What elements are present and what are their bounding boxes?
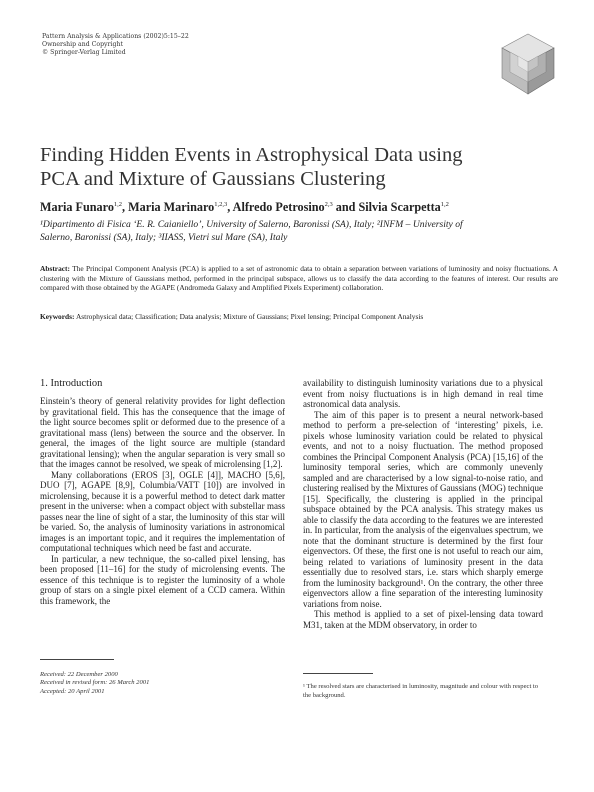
author-name: Silvia Scarpetta	[358, 200, 441, 214]
title-line-2: PCA and Mixture of Gaussians Clustering	[40, 168, 386, 190]
author-name: Alfredo Petrosino	[232, 200, 325, 214]
submission-dates	[40, 671, 149, 696]
affiliation-line-1: ¹Dipartimento di Fisica ‘E. R. Caianiello’, University of Salerno, Baronissi (SA), Italy; ²INFM – University of	[40, 219, 463, 230]
keywords-label: Keywords:	[40, 312, 75, 321]
left-column	[40, 396, 285, 606]
author-name: Maria Marinaro	[128, 200, 215, 214]
keywords-text: Astrophysical data; Classification; Data analysis; Mixture of Gaussians; Pixel lensing; Principal Component Analysis	[75, 312, 424, 321]
footnote: ¹ The resolved stars are characterised in luminosity, magnitude and colour with respect to the background.	[303, 683, 539, 699]
body-paragraph: Many collaborations (EROS [3], OGLE [4]], MACHO [5,6], DUO [7], AGAPE [8,9], Columbia/VATT [10]) are involved in microlensing, because it is a powerful method to detect dark matter present in the universe: when a compact object with substellar mass passes near the line of sight of a star, the luminosity of this star will be varied. So, the analysis of luminosity variations in astronomical images is an important topic, and it requires the implementation of computational techniques which need be fast and accurate.	[40, 469, 285, 553]
abstract-label: Abstract:	[40, 264, 70, 273]
received-date: Received: 22 December 2000	[40, 671, 118, 678]
author-separator: and	[332, 200, 359, 214]
accepted-date: Accepted: 20 April 2001	[40, 687, 105, 695]
revised-date: Received in revised form: 26 March 2001	[40, 679, 150, 687]
author-affiliation-mark: 1,2	[113, 200, 123, 208]
body-paragraph: availability to distinguish luminosity variations due to a physical event from noisy fluctuations is in high demand in real time astronomical data analysis.	[303, 378, 543, 409]
abstract	[40, 264, 558, 293]
journal-citation: Pattern Analysis & Applications (2002)5:15–22	[42, 33, 189, 40]
author-separator: ,	[227, 200, 233, 214]
author-separator: ,	[122, 200, 129, 214]
author-affiliation-mark: 1,2	[440, 200, 449, 208]
affiliation-line-2: Salerno, Baronissi (SA), Italy; ³IIASS, Vietri sul Mare (SA), Italy	[40, 232, 288, 243]
footnote-divider	[303, 673, 373, 674]
body-paragraph: In particular, a new technique, the so-called pixel lensing, has been proposed [11–16] for the study of microlensing events. The essence of this technique is to register the luminosity of a whole group of stars on a single pixel element of a CCD camera. Within this framework, the	[40, 553, 285, 606]
divider	[40, 659, 114, 660]
springer-cube-logo	[496, 28, 560, 100]
section-heading: 1. Introduction	[40, 378, 103, 389]
abstract-text: The Principal Component Analysis (PCA) is applied to a set of astronomic data to obtain a separation between variations of luminosity and noisy fluctuations. A clustering with the Mixture of Gaussians method, performed in the principal subspace, allows us to classify the data according to the features of interest. Our results are compared with those obtained by the AGAPE (Andromeda Galaxy and Amplified Pixels Experiment) collaboration.	[40, 264, 559, 293]
journal-header	[42, 33, 189, 57]
title-line-1: Finding Hidden Events in Astrophysical Data using	[40, 144, 463, 166]
author-list	[40, 200, 449, 215]
body-paragraph: The aim of this paper is to present a neural network-based method to perform a pre-selection of ‘interesting’ pixels, i.e. pixels whose luminosity variation could be related to physical events, and not to a noisy fluctuation. The method proposed combines the Principal Component Analysis (PCA) [15,16] of the luminosity temporal series, which are commonly unevenly sampled and are characterised by a low signal-to-noise ratio, and clustering realised by the Mixtures of Gaussians (MOG) technique [15]. Specifically, the clustering is applied in the principal subspace obtained by the PCA analysis. This strategy makes us able to classify the data according to the features we are interested in. In particular, from the analysis of the eigenvalues spectrum, we note that the dominant structure is determined by the first four eigenvectors. Of these, the first one is not useful to reach our aim, being related to variations of luminosity present in the data essentially due to resolved stars, i.e. stars which sharply emerge from the luminosity background¹. On the contrary, the other three eigenvectors allow a fine separation of the interesting luminosity variations from noise.	[303, 409, 543, 609]
body-paragraph: This method is applied to a set of pixel-lensing data toward M31, taken at the MDM observatory, in order to	[303, 609, 543, 630]
author-name: Maria Funaro	[40, 200, 114, 214]
keywords	[40, 312, 558, 322]
copyright-line: © Springer-Verlag Limited	[42, 49, 126, 56]
body-paragraph: Einstein’s theory of general relativity provides for light deflection by gravitational field. This has the consequence that the image of the light source becomes split or deformed due to the presence of a gravitational mass (lens) between the source and the observer. In general, the images of the light source are multiple (standard gravitational lensing); when the angular separation is very small so that the images cannot be resolved, we speak of microlensing [1,2].	[40, 396, 285, 469]
affiliations	[40, 218, 560, 244]
ownership-line: Ownership and Copyright	[42, 41, 123, 48]
paper-title	[40, 143, 560, 191]
author-affiliation-mark: 2,3	[324, 200, 333, 208]
author-affiliation-mark: 1,2,3	[214, 200, 228, 208]
right-column	[303, 378, 543, 630]
